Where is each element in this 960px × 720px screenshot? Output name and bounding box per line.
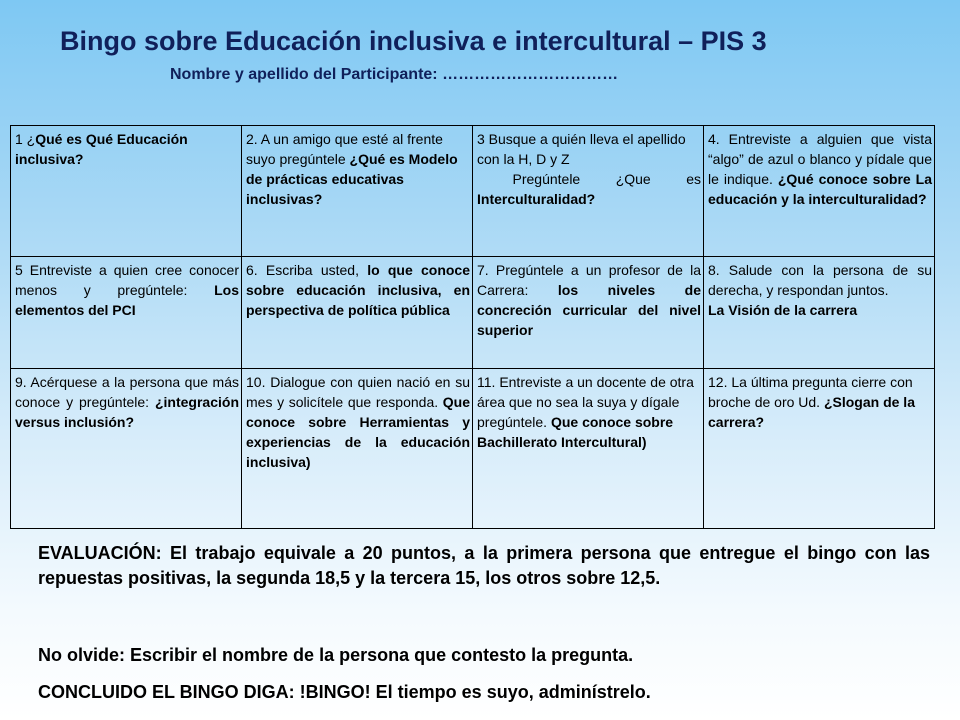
- bingo-cell-9: [11, 369, 242, 529]
- bingo-cell-10: [242, 369, 473, 529]
- cell-text: 6. Escriba usted,: [246, 262, 368, 278]
- cell-text: 9. Acérquese a la persona que más conoce y pregúntele:: [15, 374, 239, 410]
- cell-question: Que conoce sobre Bachillerato Intercultural): [477, 414, 674, 450]
- cell-text: Pregúntele ¿Que es: [477, 171, 705, 187]
- bingo-cell-8: [704, 257, 935, 369]
- cell-text: 11. Entreviste a un docente de otra área que no sea la suya y dígale pregúntele.: [477, 374, 694, 430]
- cell-question: ¿integración versus inclusión?: [15, 394, 239, 430]
- page-title: Bingo sobre Educación inclusiva e intercultural – PIS 3: [60, 26, 767, 56]
- cell-text: 12. La última pregunta cierre con broche de oro Ud.: [708, 374, 913, 410]
- participant-name-line: Nombre y apellido del Participante: ……………………………: [170, 66, 619, 83]
- bingo-cell-6: [242, 257, 473, 369]
- cell-question: Que conoce sobre Herramientas y experiencias de la educación inclusiva): [246, 394, 470, 470]
- cell-question: ¿Qué es Modelo de prácticas educativas inclusivas?: [246, 151, 458, 207]
- cell-text: 5 Entreviste a quien cree conocer menos y pregúntele:: [15, 262, 239, 298]
- cell-question: ¿Slogan de la carrera?: [708, 394, 915, 430]
- cell-text: 1 ¿: [15, 131, 36, 147]
- bingo-row: [11, 257, 935, 369]
- bingo-cell-1: [11, 126, 242, 257]
- cell-question: Interculturalidad?: [477, 191, 596, 207]
- cell-text: 2. A un amigo que esté al frente suyo pregúntele: [246, 131, 443, 167]
- cell-question: Los elementos del PCI: [15, 282, 239, 318]
- bingo-grid: [10, 125, 935, 529]
- cell-question: ¿Qué conoce sobre La educación y la interculturalidad?: [708, 171, 932, 207]
- cell-text: 4. Entreviste a alguien que vista “algo” de azul o blanco y pídale que le indique.: [708, 131, 932, 187]
- cell-question: los niveles de concreción curricular del nivel superior: [477, 282, 702, 338]
- cell-text: 3 Busque a quién lleva el apellido con la H, D y Z: [477, 131, 686, 167]
- bingo-cell-5: [11, 257, 242, 369]
- bingo-cell-12: [704, 369, 935, 529]
- cell-question: lo que conoce sobre educación inclusiva, en perspectiva de política pública: [246, 262, 470, 318]
- cell-text: 7. Pregúntele a un profesor de la Carrera:: [477, 262, 701, 298]
- bingo-cell-11: [473, 369, 704, 529]
- bingo-row: [11, 126, 935, 257]
- bingo-row: [11, 369, 935, 529]
- closing-instruction: CONCLUIDO EL BINGO DIGA: !BINGO! El tiempo es suyo, adminístrelo.: [38, 682, 651, 702]
- bingo-cell-2: [242, 126, 473, 257]
- cell-question: La Visión de la carrera: [708, 302, 858, 318]
- reminder-note: No olvide: Escribir el nombre de la persona que contesto la pregunta.: [38, 645, 634, 665]
- bingo-cell-4: [704, 126, 935, 257]
- cell-text: 8. Salude con la persona de su derecha, y respondan juntos.: [708, 262, 932, 298]
- evaluation-text: EVALUACIÓN: El trabajo equivale a 20 puntos, a la primera persona que entregue el bingo con las repuestas positivas, la segunda 18,5 y la tercera 15, los otros sobre 12,5.: [38, 543, 930, 588]
- bingo-cell-3: [473, 126, 704, 257]
- cell-question: Qué es Qué Educación inclusiva?: [15, 131, 188, 167]
- cell-text: 10. Dialogue con quien nació en su mes y solicítele que responda.: [246, 374, 470, 410]
- bingo-cell-7: [473, 257, 704, 369]
